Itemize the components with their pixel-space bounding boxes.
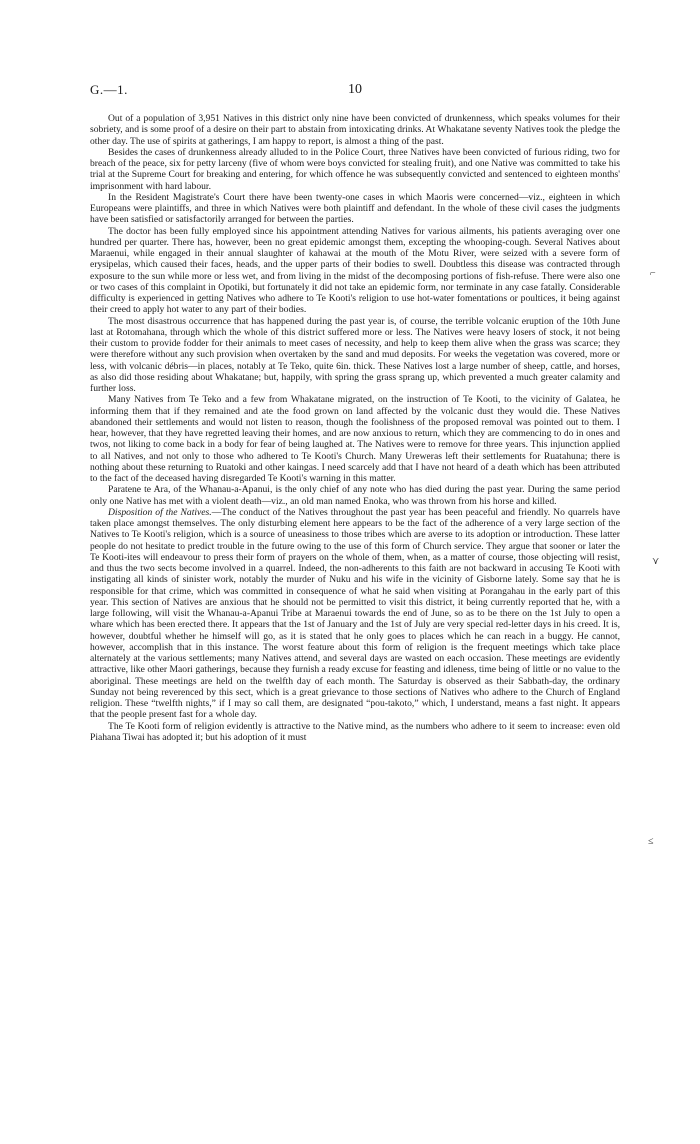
paragraph-migration: Many Natives from Te Teko and a few from Whakatane migrated, on the instruction of Te Kooti, to the vicinity of Galatea, he informing them that if they remained and ate the food grown on land affected by the volcanic dust they would die. These Natives abandoned their settlements and would not listen to reason, though the foolishness of the proposed removal was pointed out to them. I hear, however, that they have regretted leaving their homes, and are now anxious to return, which they are commencing to do in ones and twos, not liking to come back in a body for fear of being laughed at. The Natives were to remove for three years. This injunction applied to all Natives, and not only to those who adhered to Te Kooti's Church. Many Ureweras left their settlements for Ruatahuna; there is nothing about these returning to Ruatoki and other kaingas. I need scarcely add that I have not heard of a death which has been attributed to the fact of the deceased having disregarded Te Kooti's warning in this matter. bbox=[90, 394, 620, 484]
paragraph-disposition bbox=[90, 507, 620, 721]
paragraph-eruption: The most disastrous occurrence that has happened during the past year is, of course, the terrible volcanic eruption of the 10th June last at Rotomahana, through which the whole of this district suffered more or less. The Natives were heavy losers of stock, it not being their custom to provide fodder for their animals to meet cases of necessity, and help to keep them alive when the grass was scarce; they were therefore without any such provision when overtaken by the sand and mud deposits. For weeks the vegetation was covered, more or less, with volcanic débris—in places, notably at Te Teko, quite 6in. thick. These Natives lost a large number of sheep, cattle, and horses, as also did those residing about Whakatane; but, happily, with spring the grass sprang up, which prevented a much greater calamity and further loss. bbox=[90, 315, 620, 394]
paragraph-drunkenness: Out of a population of 3,951 Natives in this district only nine have been convicted of drunkenness, which speaks volumes for their sobriety, and is some proof of a desire on their part to abstain from intoxicating drinks. At Whakatane seventy Natives took the pledge the other day. The use of spirits at gatherings, I am happy to report, is almost a thing of the past. bbox=[90, 113, 620, 147]
disposition-text: —The conduct of the Natives throughout the past year has been peaceful and friendly. No quarrels have taken place amongst themselves. The only disturbing element here appears to be the fact of the adherence of a very large section of the Natives to Te Kooti's religion, which is a source of uneasiness to those tribes which are averse to its adoption or introduction. These latter people do not hesitate to predict trouble in the future owing to the use of this form of Church service. They argue that sooner or later the Te Kooti-ites will endeavour to press their form of prayers on the whole of them, when, as a matter of course, those objecting will resist, and thus the two sects become involved in a quarrel. Indeed, the non-adherents to this faith are not backward in accusing Te Kooti with instigating all kinds of sinister work, notably the murder of Nuku and his wife in the vicinity of Gisborne lately. Some say that he is responsible for that crime, which was committed in consequence of what he said when visiting at Porangahau in the early part of this year. This section of Natives are anxious that he should not be permitted to visit this district, it being currently reported that he, with a large following, will visit the Whanau-a-Apanui Tribe at Maraenui towards the end of June, so as to be there on the 1st July to open a whare which has been erected there. It appears that the 1st of January and the 1st of July are very special red-letter days in his creed. It is, however, doubtful whether he himself will go, as it is stated that he only goes to places which he can reach in a buggy. He cannot, however, accomplish that in this instance. The worst feature about this form of religion is the frequent meetings which take place alternately at the various settlements; many Natives attend, and several days are wasted on each occasion. These meetings are evidently attractive, like other Maori gatherings, because they furnish a ready excuse for feasting and idleness, time being of little or no value to the aboriginal. These meetings are held on the twelfth day of each month. The Saturday is observed as their Sabbath-day, the ordinary Sunday not being reverenced by this sect, which is a great grievance to those sections of Natives who adhere to the Church of England religion. These “twelfth nights,” if I may so call them, are designated “pou-takoto,” which, I understand, means a fast night. It appears that the people present fast for a whole day. bbox=[90, 506, 620, 721]
section-code: G.—1. bbox=[90, 82, 128, 97]
margin-mark: ⌐ bbox=[650, 268, 656, 279]
page-header bbox=[90, 82, 620, 100]
page-number: 10 bbox=[348, 82, 362, 97]
margin-mark: ⋎ bbox=[652, 556, 660, 567]
margin-mark: ≤ bbox=[648, 836, 654, 847]
paragraph-doctor: The doctor has been fully employed since his appointment attending Natives for various ailments, his patients averaging over one hundred per quarter. There has, however, been no great epidemic amongst them, excepting the whooping-cough. Several Natives about Maraenui, while engaged in their annual slaughter of kahawai at the mouth of the Motu River, were seized with a severe form of erysipelas, which caused their faces, heads, and the upper parts of their bodies to swell. Doubtless this disease was contracted through exposure to the sun while more or less wet, and from living in the midst of the decomposing portions of fish-refuse. There were also one or two cases of this complaint in Opotiki, but fortunately it did not take an epidemic form, nor terminate in any case fatally. Considerable difficulty is experienced in getting Natives who adhere to Te Kooti's religion to use hot-water fomentations or poultices, it being against their creed to apply hot water to any part of their bodies. bbox=[90, 225, 620, 316]
report-body bbox=[90, 113, 620, 743]
disposition-heading: Disposition of the Natives. bbox=[108, 506, 212, 518]
paragraph-magistrate-court: In the Resident Magistrate's Court there have been twenty-one cases in which Maoris were concerned—viz., eighteen in which Europeans were plaintiffs, and three in which Natives were both plaintiff and defendant. In the whole of these civil cases the judgments have been satisfied or satisfactorily arranged for between the parties. bbox=[90, 191, 620, 226]
paragraph-deaths: Paratene te Ara, of the Whanau-a-Apanui, is the only chief of any note who has died during the past year. During the same period only one Native has met with a violent death—viz., an old man named Enoka, who was thrown from his horse and killed. bbox=[90, 484, 620, 507]
paragraph-police-court: Besides the cases of drunkenness already alluded to in the Police Court, three Natives have been convicted of furious riding, two for breach of the peace, six for petty larceny (five of whom were boys convicted for stealing fruit), and one Native was committed to take his trial at the Supreme Court for breaking and entering, for which offence he was subsequently convicted and sentenced to eighteen months' imprisonment with hard labour. bbox=[90, 146, 620, 192]
paragraph-te-kooti-religion: The Te Kooti form of religion evidently is attractive to the Native mind, as the numbers who adhere to it seem to increase: even old Piahana Tiwai has adopted it; but his adoption of it must bbox=[90, 720, 620, 743]
